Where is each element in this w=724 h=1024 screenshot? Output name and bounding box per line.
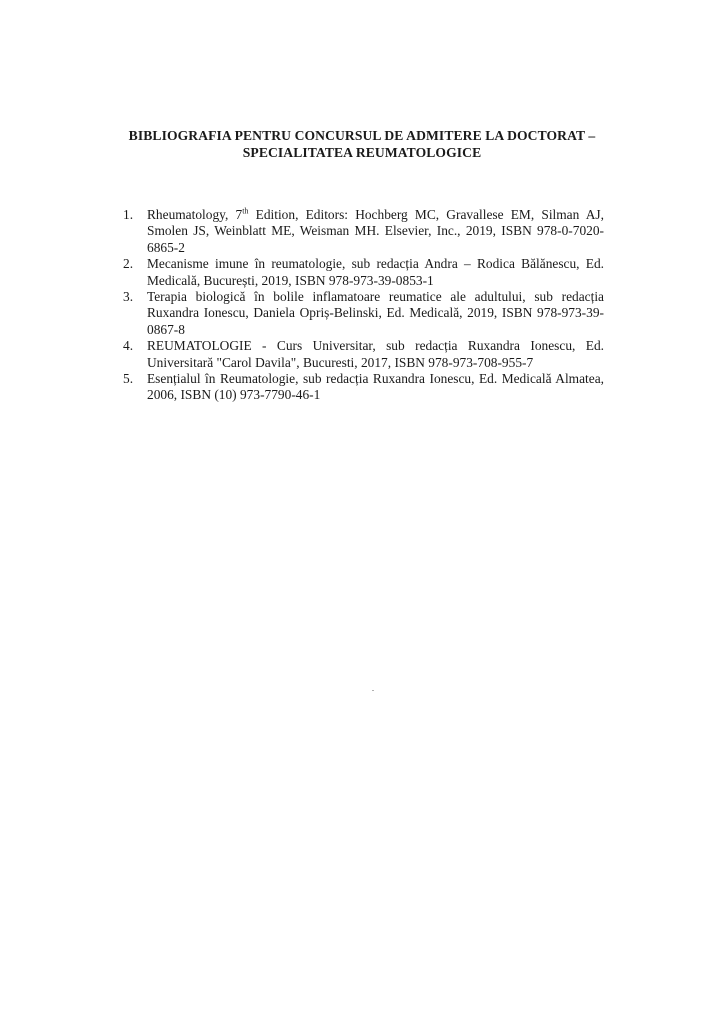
document-title	[0, 127, 724, 161]
reference-text: Esențialul în Reumatologie, sub redacția Ruxandra Ionescu, Ed. Medicală Almatea, 2006, ISBN (10) 973-7790-46-1	[147, 371, 604, 403]
list-item	[122, 338, 604, 371]
list-item	[122, 207, 604, 256]
edition-superscript: th	[242, 206, 249, 216]
reference-number: 5.	[123, 371, 134, 387]
reference-number: 1.	[123, 207, 134, 222]
reference-number: 3.	[123, 289, 134, 305]
bibliography-list	[122, 207, 604, 404]
reference-text: Rheumatology, 7th Edition, Editors: Hochberg MC, Gravallese EM, Silman AJ, Smolen JS, Weinblatt ME, Weisman MH. Elsevier, Inc., 2019, ISBN 978-0-7020-6865-2	[147, 206, 604, 255]
list-item	[122, 256, 604, 289]
list-item	[122, 289, 604, 338]
title-line-1: BIBLIOGRAFIA PENTRU CONCURSUL DE ADMITERE LA DOCTORAT –	[128, 128, 596, 143]
list-item	[122, 371, 604, 404]
reference-number: 4.	[123, 338, 134, 354]
title-line-2: SPECIALITATEA REUMATOLOGICE	[242, 145, 482, 160]
scan-speck	[372, 690, 374, 691]
reference-text: Mecanisme imune în reumatologie, sub redacția Andra – Rodica Bălănescu, Ed. Medicală, București, 2019, ISBN 978-973-39-0853-1	[147, 256, 604, 288]
reference-text: Terapia biologică în bolile inflamatoare reumatice ale adultului, sub redacția Ruxandra Ionescu, Daniela Opriș-Belinski, Ed. Medicală, 2019, ISBN 978-973-39-0867-8	[147, 289, 604, 337]
reference-text: REUMATOLOGIE - Curs Universitar, sub redacția Ruxandra Ionescu, Ed. Universitară "Carol Davila", Bucuresti, 2017, ISBN 978-973-708-955-7	[147, 338, 604, 370]
reference-number: 2.	[123, 256, 134, 272]
